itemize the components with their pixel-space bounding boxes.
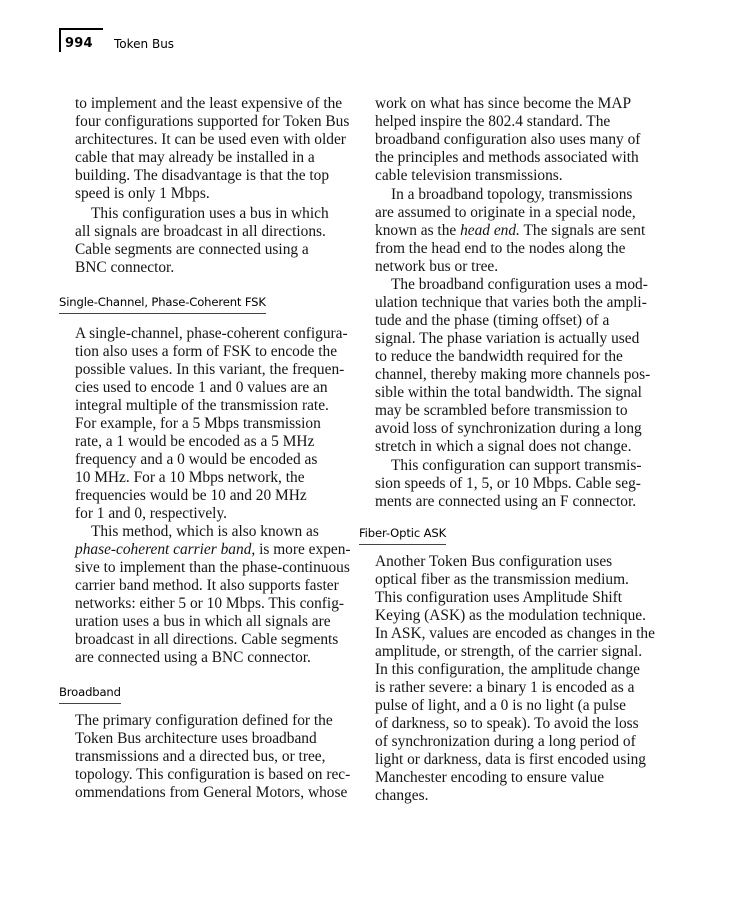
text-line: BNC connector. (75, 259, 175, 276)
text-line: carrier band method. It also supports faster (75, 577, 339, 594)
header-rule-horizontal (59, 28, 103, 30)
text-line: In ASK, values are encoded as changes in the (375, 625, 655, 642)
text-line: tion also uses a form of FSK to encode the (75, 343, 338, 360)
text-line: topology. This configuration is based on rec- (75, 766, 351, 783)
text-line: are assumed to originate in a special node, (375, 204, 636, 221)
text-line: all signals are broadcast in all directions. (75, 223, 326, 240)
text-line: In a broadband topology, transmissions (391, 186, 633, 203)
text-line: Token Bus architecture uses broadband (75, 730, 317, 747)
text-line: avoid loss of synchronization during a long (375, 420, 642, 437)
section-heading-broadband: Broadband (59, 685, 121, 704)
text-line: possible values. In this variant, the frequen- (75, 361, 345, 378)
text-line: This configuration uses a bus in which (91, 205, 329, 222)
text-line: Another Token Bus configuration uses (375, 553, 613, 570)
text-line: sive to implement than the phase-continuous (75, 559, 350, 576)
text-line: integral multiple of the transmission rate. (75, 397, 329, 414)
text-line: stretch in which a signal does not change. (375, 438, 632, 455)
text-line: helped inspire the 802.4 standard. The (375, 113, 611, 130)
text-line: network bus or tree. (375, 258, 499, 275)
term-head-end: head end. (460, 222, 520, 239)
text-fragment: The signals are sent (519, 222, 646, 239)
text-line: This configuration uses Amplitude Shift (375, 589, 623, 606)
text-line: frequency and a 0 would be encoded as (75, 451, 318, 468)
text-line: frequencies would be 10 and 20 MHz (75, 487, 307, 504)
text-line: speed is only 1 Mbps. (75, 185, 210, 202)
text-line: ommendations from General Motors, whose (75, 784, 348, 801)
section-heading-single-channel-fsk: Single-Channel, Phase-Coherent FSK (59, 295, 266, 314)
text-line: uration uses a bus in which all signals are (75, 613, 331, 630)
text-line: cable television transmissions. (375, 167, 563, 184)
text-line: channel, thereby making more channels pos- (375, 366, 651, 383)
text-line (375, 222, 645, 240)
text-line: networks: either 5 or 10 Mbps. This config- (75, 595, 345, 612)
running-title: Token Bus (114, 37, 175, 51)
text-line: light or darkness, data is first encoded using (375, 751, 646, 768)
text-line: are connected using a BNC connector. (75, 649, 311, 666)
section-heading-fiber-optic-ask: Fiber-Optic ASK (359, 526, 446, 545)
text-line: for 1 and 0, respectively. (75, 505, 227, 522)
text-line: amplitude, or strength, of the carrier signal. (375, 643, 643, 660)
text-fragment: is more expen- (255, 541, 351, 558)
text-fragment: known as the (375, 222, 461, 239)
text-line: of darkness, so to speak). To avoid the loss (375, 715, 639, 732)
text-line: ulation technique that varies both the ampli- (375, 294, 647, 311)
text-line: Cable segments are connected using a (75, 241, 309, 258)
text-line: 10 MHz. For a 10 Mbps network, the (75, 469, 305, 486)
text-line: work on what has since become the MAP (375, 95, 632, 112)
text-line: to reduce the bandwidth required for the (375, 348, 623, 365)
term-phase-coherent-carrier-band: phase-coherent carrier band, (75, 541, 256, 558)
text-line: building. The disadvantage is that the top (75, 167, 330, 184)
text-line: A single-channel, phase-coherent configura- (75, 325, 348, 342)
text-line: transmissions and a directed bus, or tree, (75, 748, 326, 765)
text-line: The broadband configuration uses a mod- (391, 276, 648, 293)
text-line: the principles and methods associated with (375, 149, 639, 166)
text-line: of synchronization during a long period of (375, 733, 636, 750)
text-line: This method, which is also known as (91, 523, 319, 540)
text-line: cies used to encode 1 and 0 values are an (75, 379, 328, 396)
text-line: broadband configuration also uses many of (375, 131, 641, 148)
text-line: pulse of light, and a 0 is no light (a pulse (375, 697, 626, 714)
text-line: sion speeds of 1, 5, or 10 Mbps. Cable seg- (375, 475, 641, 492)
text-line: optical fiber as the transmission medium. (375, 571, 629, 588)
text-line: ments are connected using an F connector. (375, 493, 637, 510)
text-line: cable that may already be installed in a (75, 149, 315, 166)
text-line: broadcast in all directions. Cable segments (75, 631, 339, 648)
text-line: from the head end to the nodes along the (375, 240, 626, 257)
text-line: architectures. It can be used even with older (75, 131, 346, 148)
text-line: signal. The phase variation is actually used (375, 330, 640, 347)
text-line: Manchester encoding to ensure value (375, 769, 605, 786)
text-line: four configurations supported for Token Bus (75, 113, 350, 130)
text-line: This configuration can support transmis- (391, 457, 642, 474)
text-line: The primary configuration defined for the (75, 712, 333, 729)
text-line: changes. (375, 787, 429, 804)
text-line: sible within the total bandwidth. The signal (375, 384, 642, 401)
text-line (75, 541, 351, 559)
text-line: rate, a 1 would be encoded as a 5 MHz (75, 433, 315, 450)
text-line: In this configuration, the amplitude change (375, 661, 640, 678)
text-line: may be scrambled before transmission to (375, 402, 628, 419)
text-line: is rather severe: a binary 1 is encoded as a (375, 679, 635, 696)
text-line: Keying (ASK) as the modulation technique. (375, 607, 646, 624)
page-number: 994 (65, 36, 93, 51)
text-line: tude and the phase (timing offset) of a (375, 312, 610, 329)
text-line: to implement and the least expensive of the (75, 95, 343, 112)
text-line: For example, for a 5 Mbps transmission (75, 415, 321, 432)
header-rule-vertical (59, 28, 61, 52)
